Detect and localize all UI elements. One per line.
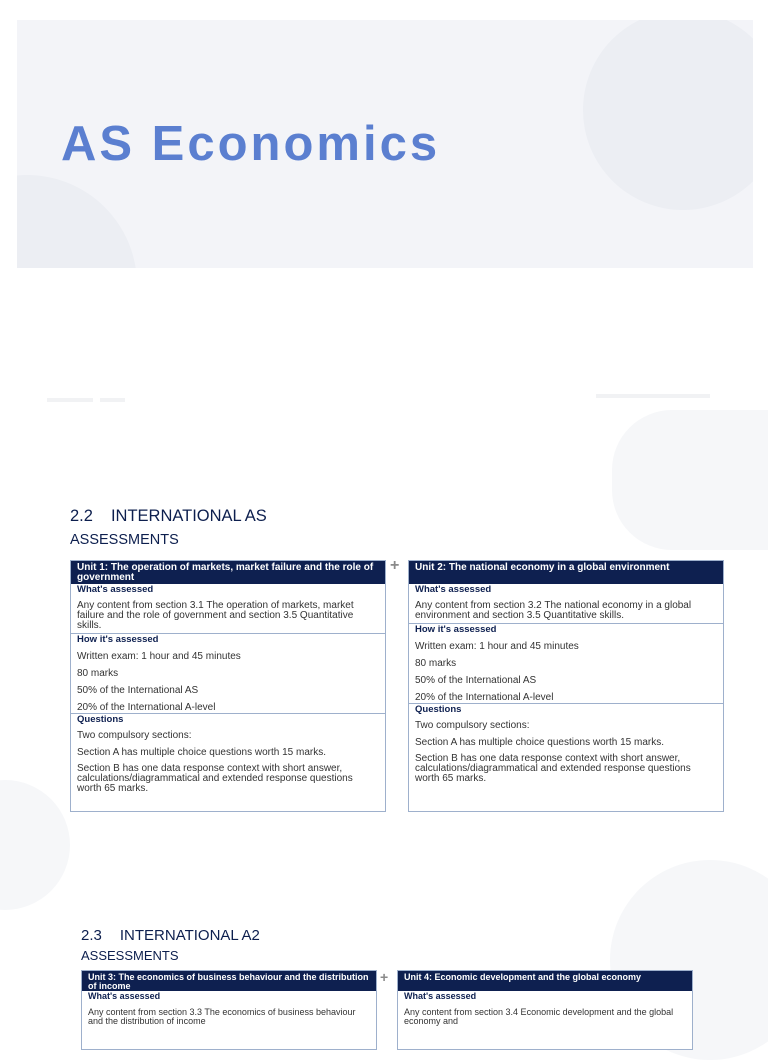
whats-assessed-text: Any content from section 3.3 The economics of business behaviour and the distribution of income: [88, 1007, 356, 1026]
questions-label: Questions: [415, 704, 462, 715]
whats-assessed-text: Any content from section 3.1 The operation of markets, market failure and the role of government and section 3.5 Quantitative skills.: [77, 600, 354, 631]
unit-header: Unit 3: The economics of business behaviour and the distribution of income: [82, 971, 376, 991]
how-item: Written exam: 1 hour and 45 minutes: [77, 651, 241, 662]
unit-table-2: [408, 560, 724, 812]
page-title: AS Economics: [61, 117, 441, 171]
decor-line: [47, 398, 93, 402]
how-item: 50% of the International AS: [415, 675, 537, 686]
whats-assessed-label: What's assessed: [415, 584, 492, 595]
decor-line: [100, 398, 125, 402]
section-subheading-as: ASSESSMENTS: [70, 532, 179, 548]
question-item: Two compulsory sections:: [77, 730, 192, 741]
unit-table-1: [70, 560, 386, 812]
whats-assessed-label: What's assessed: [88, 991, 161, 1001]
section-number: 2.2: [70, 507, 93, 525]
question-item: Two compulsory sections:: [415, 720, 530, 731]
whats-assessed-label: What's assessed: [404, 991, 477, 1001]
decor-shape: [0, 780, 70, 910]
section-title-line1: INTERNATIONAL AS: [110, 507, 267, 525]
how-assessed-label: How it's assessed: [77, 634, 159, 645]
whats-assessed-text: Any content from section 3.4 Economic development and the global economy and: [404, 1007, 674, 1026]
how-item: Written exam: 1 hour and 45 minutes: [415, 641, 579, 652]
questions-label: Questions: [77, 714, 124, 725]
whats-assessed-text: Any content from section 3.2 The national economy in a global environment and section 3.5 Quantitative skills.: [415, 600, 692, 621]
how-item: 80 marks: [415, 658, 457, 669]
section-number: 2.3: [81, 927, 102, 944]
section-heading-a2: [81, 926, 260, 945]
whats-assessed-label: What's assessed: [77, 584, 154, 595]
unit-header: Unit 4: Economic development and the global economy: [398, 971, 692, 991]
how-assessed-label: How it's assessed: [415, 624, 497, 635]
title-banner: [17, 20, 753, 268]
how-item: 80 marks: [77, 668, 119, 679]
section-heading-as: [70, 506, 267, 526]
how-item: 50% of the International AS: [77, 685, 199, 696]
plus-icon: +: [390, 557, 400, 574]
question-item: Section B has one data response context with short answer, calculations/diagrammatical and extended response questions worth 65 marks.: [415, 753, 691, 784]
plus-icon: +: [380, 969, 389, 985]
unit-header: Unit 1: The operation of markets, market failure and the role of government: [71, 561, 385, 584]
how-item: 20% of the International A-level: [415, 692, 554, 703]
section-subheading-a2: ASSESSMENTS: [81, 948, 179, 963]
unit-table-4: [397, 970, 693, 1050]
question-item: Section A has multiple choice questions worth 15 marks.: [77, 747, 327, 758]
decor-shape: [612, 410, 768, 550]
unit-table-3: [81, 970, 377, 1050]
section-title-line1: INTERNATIONAL A2: [119, 927, 260, 944]
decor-line: [596, 394, 710, 398]
how-item: 20% of the International A-level: [77, 702, 216, 713]
banner-decor-circle: [17, 175, 137, 268]
question-item: Section B has one data response context with short answer, calculations/diagrammatical and extended response questions worth 65 marks.: [77, 763, 353, 794]
unit-header: Unit 2: The national economy in a global environment: [409, 561, 723, 584]
question-item: Section A has multiple choice questions worth 15 marks.: [415, 737, 665, 748]
banner-decor-circle: [583, 20, 753, 210]
